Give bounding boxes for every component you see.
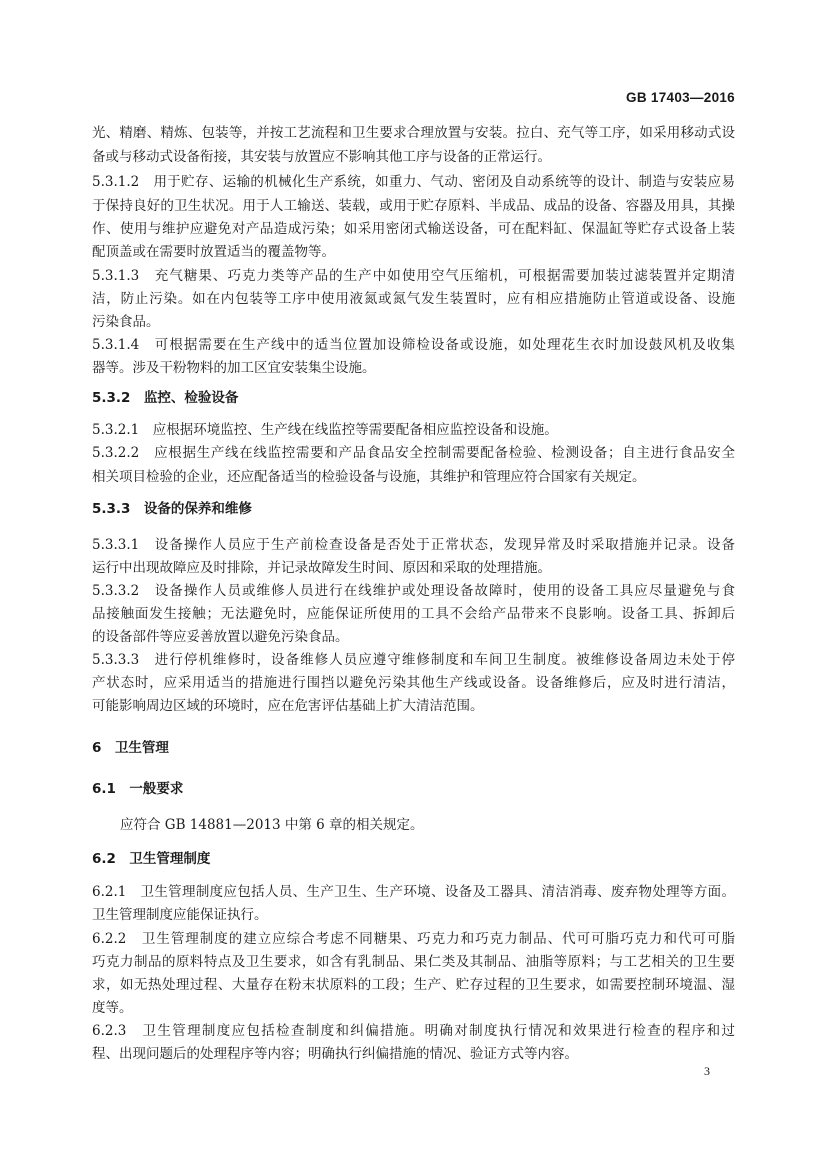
text-line: 相关项目检验的企业，还应配备适当的检验设备与设施，其维护和管理应符合国家有关规定。 <box>92 469 646 485</box>
clause-5-3-1-3: 5.3.1.3 充气糖果、巧克力类等产品的生产中如使用空气压缩机，可根据需要加装过滤装置并定期清 <box>92 268 735 284</box>
text-line: 应符合 GB 14881—2013 中第 6 章的相关规定。 <box>120 817 424 833</box>
section-heading-6-2: 6.2 卫生管理制度 <box>92 851 211 867</box>
text-line: 配顶盖或在需要时放置适当的覆盖物等。 <box>92 244 335 260</box>
text-line: 的设备部件等应妥善放置以避免污染食品。 <box>92 629 349 645</box>
clause-5-3-3-2: 5.3.3.2 设备操作人员或维修人员进行在线维护或处理设备故障时，使用的设备工具应尽量避免与食 <box>92 583 735 599</box>
text-line: 品接触面发生接触；无法避免时，应能保证所使用的工具不会给产品带来不良影响。设备工具、拆卸后 <box>92 606 735 622</box>
text-line: 于保持良好的卫生状况。用于人工输送、装载，或用于贮存原料、半成品、成品的设备、容器及用具，其操 <box>92 198 735 214</box>
clause-5-3-2-2: 5.3.2.2 应根据生产线在线监控需要和产品食品安全控制需要配备检验、检测设备；自主进行食品安全 <box>92 445 735 461</box>
clause-6-2-3: 6.2.3 卫生管理制度应包括检查制度和纠偏措施。明确对制度执行情况和效果进行检查的程序和过 <box>92 1023 735 1039</box>
clause-5-3-1-2: 5.3.1.2 用于贮存、运输的机械化生产系统，如重力、气动、密闭及自动系统等的设计、制造与安装应易 <box>92 174 735 190</box>
text-line: 卫生管理制度应能保证执行。 <box>92 907 268 923</box>
text-line: 度等。 <box>92 1000 133 1016</box>
text-line: 可能影响周边区域的环境时，应在危害评估基础上扩大清洁范围。 <box>92 698 484 714</box>
clause-5-3-1-4: 5.3.1.4 可根据需要在生产线中的适当位置加设筛检设备或设施，如处理花生衣时加设鼓风机及收集 <box>92 337 735 353</box>
text-line: 求，如无热处理过程、大量存在粉末状原料的工段；生产、贮存过程的卫生要求，如需要控制环境温、湿 <box>92 977 735 993</box>
text-line: 备或与移动式设备衔接，其安装与放置应不影响其他工序与设备的正常运行。 <box>92 149 551 165</box>
text-line: 作、使用与维护应避免对产品造成污染；如采用密闭式输送设备，可在配料缸、保温缸等贮存式设备上装 <box>92 221 735 237</box>
text-line: 产状态时，应采用适当的措施进行围挡以避免污染其他生产线或设备。设备维修后，应及时进行清洁， <box>92 675 735 691</box>
clause-6-2-1: 6.2.1 卫生管理制度应包括人员、生产卫生、生产环境、设备及工器具、清洁消毒、废弃物处理等方面。 <box>92 884 735 900</box>
clause-6-2-2: 6.2.2 卫生管理制度的建立应综合考虑不同糖果、巧克力和巧克力制品、代可可脂巧克力和代可可脂 <box>92 931 735 947</box>
page-number: 3 <box>704 1064 710 1078</box>
text-line: 污染食品。 <box>92 314 160 330</box>
text-line: 运行中出现故障应及时排除，并记录故障发生时间、原因和采取的处理措施。 <box>92 560 551 576</box>
text-line: 器等。涉及干粉物料的加工区宜安装集尘设施。 <box>92 360 376 376</box>
clause-5-3-3-1: 5.3.3.1 设备操作人员应于生产前检查设备是否处于正常状态，发现异常及时采取措施并记录。设备 <box>92 537 735 553</box>
text-line: 洁，防止污染。如在内包装等工序中使用液氮或氮气发生装置时，应有相应措施防止管道或设备、设施 <box>92 291 735 307</box>
section-heading-5-3-3: 5.3.3 设备的保养和维修 <box>92 501 252 517</box>
section-heading-5-3-2: 5.3.2 监控、检验设备 <box>92 390 239 406</box>
clause-5-3-2-1: 5.3.2.1 应根据环境监控、生产线在线监控等需要配备相应监控设备和设施。 <box>92 422 558 438</box>
standard-number-header: GB 17403—2016 <box>626 90 735 105</box>
text-line: 程、出现问题后的处理程序等内容；明确执行纠偏措施的情况、验证方式等内容。 <box>92 1046 578 1062</box>
section-heading-6-1: 6.1 一般要求 <box>92 781 184 797</box>
text-line: 巧克力制品的原料特点及卫生要求，如含有乳制品、果仁类及其制品、油脂等原料；与工艺相关的卫生要 <box>92 954 735 970</box>
clause-5-3-3-3: 5.3.3.3 进行停机维修时，设备维修人员应遵守维修制度和车间卫生制度。被维修设备周边未处于停 <box>92 652 735 668</box>
text-line: 光、精磨、精炼、包装等，并按工艺流程和卫生要求合理放置与安装。拉白、充气等工序，如采用移动式设 <box>92 125 735 141</box>
chapter-heading-6: 6 卫生管理 <box>92 740 169 756</box>
